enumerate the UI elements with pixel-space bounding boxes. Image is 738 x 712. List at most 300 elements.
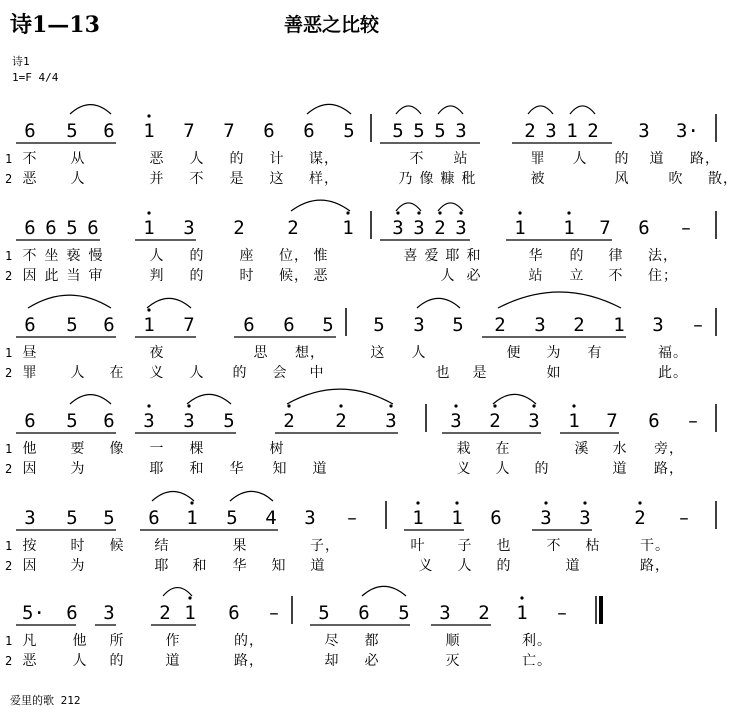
note: 2 xyxy=(283,410,295,432)
slur-arc xyxy=(438,203,463,211)
lyric-char: 样， xyxy=(309,171,339,187)
lyric-char: 不 xyxy=(546,538,562,554)
note: 5 xyxy=(223,410,235,432)
verse-number: 1 xyxy=(5,634,14,648)
lyric-char: 乃 xyxy=(398,171,414,187)
lyric-char: 义 xyxy=(149,365,165,381)
note: 5 xyxy=(322,314,334,336)
note: 3 xyxy=(304,507,316,529)
note: 5 xyxy=(66,120,78,142)
footer-source: 爱里的歌 212 xyxy=(10,694,81,707)
lyric-verse-2 xyxy=(0,460,724,478)
verse-number: 2 xyxy=(5,172,14,186)
lyric-char: 的 xyxy=(614,151,630,167)
note: 1 xyxy=(184,602,196,624)
octave-dot xyxy=(346,211,349,214)
note: 1 xyxy=(186,507,198,529)
lyric-char: 子， xyxy=(310,538,340,554)
note: 3 xyxy=(385,410,397,432)
lyric-verse-2 xyxy=(0,170,738,188)
lyric-verse-1 xyxy=(0,537,724,555)
verse-number: 2 xyxy=(5,269,14,283)
lyric-char: 因 xyxy=(22,268,38,284)
lyric-char: 路， xyxy=(640,558,670,574)
lyric-char: 判 xyxy=(149,268,165,284)
note: 3 xyxy=(579,507,591,529)
lyric-char: 慢 xyxy=(88,248,104,264)
lyric-char: 的 xyxy=(496,558,512,574)
lyric-char: 如 xyxy=(546,365,562,381)
note: 2 xyxy=(434,217,446,239)
lyric-char: 路， xyxy=(654,461,684,477)
lyric-char: 不 xyxy=(608,268,624,284)
note: 5 xyxy=(392,120,404,142)
lyric-char: 审 xyxy=(88,268,104,284)
octave-dot xyxy=(190,501,193,504)
lyric-char: 人 xyxy=(411,345,427,361)
note: 2 xyxy=(587,120,599,142)
note: 3 xyxy=(103,602,115,624)
lyric-char: 这 xyxy=(370,345,386,361)
octave-dot xyxy=(572,404,575,407)
lyric-char: 糠 xyxy=(440,171,456,187)
note: 6 xyxy=(87,217,99,239)
lyric-char: 却 xyxy=(324,653,340,669)
verse-number: 2 xyxy=(5,462,14,476)
note: 3 xyxy=(143,410,155,432)
note: 6 xyxy=(103,410,115,432)
lyric-char: 知 xyxy=(272,461,288,477)
lyric-char: 人 xyxy=(70,365,86,381)
lyric-char: 吹 xyxy=(668,171,684,187)
lyric-char: 的 xyxy=(189,268,205,284)
note: 7 xyxy=(223,120,235,142)
octave-dot xyxy=(544,501,547,504)
lyric-char: 想， xyxy=(295,345,325,361)
octave-dot xyxy=(417,211,420,214)
note: 3 xyxy=(455,120,467,142)
note: 6 xyxy=(148,507,160,529)
note: 1 xyxy=(143,120,155,142)
octave-dot xyxy=(188,596,191,599)
note: 3 xyxy=(392,217,404,239)
note: 6 xyxy=(243,314,255,336)
note: 2 xyxy=(335,410,347,432)
lyric-char: 像 xyxy=(419,171,435,187)
slur-arc xyxy=(152,492,194,502)
note: 5 xyxy=(66,507,78,529)
book-reference: 诗1 xyxy=(12,55,30,68)
octave-dot xyxy=(339,404,342,407)
lyric-char: 枯 xyxy=(585,538,601,554)
verse-number: 2 xyxy=(5,654,14,668)
octave-dot xyxy=(638,501,641,504)
note: 2 xyxy=(159,602,171,624)
note: 6 xyxy=(24,120,36,142)
slur-arc xyxy=(493,394,536,404)
lyric-char: 站 xyxy=(528,268,544,284)
note: 6 xyxy=(648,410,660,432)
lyric-char: 亵 xyxy=(66,248,82,264)
lyric-char: 的 xyxy=(534,461,550,477)
note: 6 xyxy=(358,602,370,624)
note: 6 xyxy=(263,120,275,142)
lyric-char: 站 xyxy=(453,151,469,167)
lyric-char: 干。 xyxy=(640,538,670,554)
note: 3 xyxy=(545,120,557,142)
lyric-verse-1 xyxy=(0,632,724,650)
slur-arc xyxy=(498,292,621,308)
lyric-char: 被 xyxy=(530,171,546,187)
lyric-char: 散， xyxy=(708,171,738,187)
note: 5 xyxy=(343,120,355,142)
lyric-char: 知 xyxy=(271,558,287,574)
lyric-char: 恶 xyxy=(313,268,329,284)
lyric-char: 此 xyxy=(44,268,60,284)
octave-dot xyxy=(147,211,150,214)
lyric-char: 位， xyxy=(279,248,309,264)
note: 6 xyxy=(66,602,78,624)
lyric-char: 昼 xyxy=(22,345,38,361)
note: 3 xyxy=(534,314,546,336)
lyric-char: 候， xyxy=(279,268,309,284)
note: 5 xyxy=(66,410,78,432)
slur-arc xyxy=(528,106,553,114)
sustain-dash: – xyxy=(681,217,691,239)
note: 1 xyxy=(143,217,155,239)
note: 2 xyxy=(233,217,245,239)
lyric-char: 风 xyxy=(614,171,630,187)
lyric-char: 因 xyxy=(22,461,38,477)
note: 3 xyxy=(528,410,540,432)
lyric-char: 结 xyxy=(154,538,170,554)
slur-arc xyxy=(417,298,460,308)
lyric-char: 路， xyxy=(690,151,720,167)
slur-arc xyxy=(70,395,111,404)
note: 7 xyxy=(599,217,611,239)
score-row xyxy=(0,100,738,192)
lyric-char: 住； xyxy=(648,268,678,284)
lyric-char: 的 xyxy=(109,653,125,669)
note: 6 xyxy=(24,217,36,239)
note: 1 xyxy=(143,314,155,336)
lyric-char: 作 xyxy=(165,633,181,649)
lyric-char: 爱 xyxy=(424,248,440,264)
note: 3 xyxy=(24,507,36,529)
lyric-char: 罪 xyxy=(22,365,38,381)
lyric-char: 这 xyxy=(269,171,285,187)
lyric-char: 栽 xyxy=(456,441,472,457)
score-row xyxy=(0,487,724,579)
note: 2 xyxy=(489,410,501,432)
slur-arc xyxy=(291,200,350,211)
slur-arc xyxy=(396,203,421,211)
slur-arc xyxy=(230,491,273,501)
lyric-char: 思 xyxy=(253,345,269,361)
lyric-char: 华 xyxy=(232,558,248,574)
score-row xyxy=(0,197,724,289)
lyric-char: 在 xyxy=(495,441,511,457)
lyric-char: 人 xyxy=(189,365,205,381)
lyric-char: 当 xyxy=(66,268,82,284)
lyric-char: 像 xyxy=(109,441,125,457)
score-row xyxy=(0,390,724,482)
lyric-char: 也 xyxy=(496,538,512,554)
lyric-verse-2 xyxy=(0,267,724,285)
lyric-char: 会 xyxy=(272,365,288,381)
note: 1 xyxy=(613,314,625,336)
note: 6 xyxy=(303,120,315,142)
octave-dot xyxy=(454,404,457,407)
note: 3 xyxy=(455,217,467,239)
lyric-char: 他 xyxy=(72,633,88,649)
lyric-char: 是 xyxy=(229,171,245,187)
lyric-char: 座 xyxy=(239,248,255,264)
lyric-char: 为 xyxy=(546,345,562,361)
slur-arc xyxy=(307,104,351,114)
note: 3 xyxy=(450,410,462,432)
slur-arc xyxy=(287,389,393,404)
octave-dot xyxy=(287,404,290,407)
lyric-char: 计 xyxy=(269,151,285,167)
lyric-char: 中 xyxy=(309,365,325,381)
note: 2 xyxy=(287,217,299,239)
lyric-char: 的 xyxy=(569,248,585,264)
lyric-char: 按 xyxy=(22,538,38,554)
lyric-char: 树 xyxy=(269,441,285,457)
note: 3 xyxy=(413,217,425,239)
lyric-char: 都 xyxy=(364,633,380,649)
note: 3 xyxy=(638,120,650,142)
lyric-char: 的 xyxy=(189,248,205,264)
octave-dot xyxy=(567,211,570,214)
lyric-char: 道 xyxy=(565,558,581,574)
slur-arc xyxy=(570,106,595,114)
note: 5 xyxy=(226,507,238,529)
note: 2 xyxy=(634,507,646,529)
note: 5 xyxy=(398,602,410,624)
octave-dot xyxy=(147,404,150,407)
lyric-char: 谋， xyxy=(309,151,339,167)
note: 6 xyxy=(490,507,502,529)
note: 5 xyxy=(103,507,115,529)
note: 7 xyxy=(183,120,195,142)
lyric-char: 耶 xyxy=(149,461,165,477)
verse-number: 1 xyxy=(5,152,14,166)
lyric-char: 并 xyxy=(149,171,165,187)
note: 3 xyxy=(540,507,552,529)
lyric-char: 有 xyxy=(587,345,603,361)
slur-arc xyxy=(163,588,192,596)
lyric-char: 法， xyxy=(648,248,678,264)
lyric-char: 也 xyxy=(435,365,451,381)
sustain-dash: – xyxy=(693,314,703,336)
note: 6 xyxy=(228,602,240,624)
note: 2 xyxy=(524,120,536,142)
note: 6 xyxy=(103,314,115,336)
note: 5 xyxy=(434,120,446,142)
lyric-char: 所 xyxy=(109,633,125,649)
note: 1 xyxy=(516,602,528,624)
verse-number: 1 xyxy=(5,539,14,553)
lyric-char: 必 xyxy=(466,268,482,284)
key-signature: 1=F 4/4 xyxy=(12,71,59,84)
verse-number: 1 xyxy=(5,249,14,263)
note: 6 xyxy=(283,314,295,336)
lyric-char: 和 xyxy=(189,461,205,477)
lyric-char: 为 xyxy=(70,558,86,574)
lyric-char: 义 xyxy=(456,461,472,477)
lyric-verse-1 xyxy=(0,440,724,458)
sustain-dash: – xyxy=(557,602,567,624)
note: 5· xyxy=(22,602,45,624)
lyric-char: 候 xyxy=(109,538,125,554)
lyric-char: 夜 xyxy=(149,345,165,361)
note: 2 xyxy=(573,314,585,336)
lyric-char: 道 xyxy=(165,653,181,669)
lyric-char: 果 xyxy=(232,538,248,554)
slur-arc xyxy=(396,106,421,114)
lyric-char: 是 xyxy=(472,365,488,381)
lyric-char: 人 xyxy=(495,461,511,477)
lyric-verse-2 xyxy=(0,364,724,382)
lyric-verse-2 xyxy=(0,652,724,670)
lyric-char: 一 xyxy=(149,441,165,457)
lyric-char: 尽 xyxy=(324,633,340,649)
lyric-char: 水 xyxy=(612,441,628,457)
lyric-char: 从 xyxy=(70,151,86,167)
lyric-char: 恶 xyxy=(22,171,38,187)
note: 1 xyxy=(563,217,575,239)
slur-arc xyxy=(147,298,191,308)
note: 3 xyxy=(183,410,195,432)
note: 5 xyxy=(452,314,464,336)
lyric-char: 人 xyxy=(70,171,86,187)
note: 1 xyxy=(451,507,463,529)
lyric-char: 秕 xyxy=(461,171,477,187)
lyric-char: 凡 xyxy=(22,633,38,649)
lyric-verse-1 xyxy=(0,344,724,362)
octave-dot xyxy=(455,501,458,504)
note: 7 xyxy=(606,410,618,432)
lyric-char: 必 xyxy=(364,653,380,669)
note: 3 xyxy=(439,602,451,624)
lyric-char: 恶 xyxy=(149,151,165,167)
octave-dot xyxy=(396,211,399,214)
slur-arc xyxy=(362,586,406,596)
lyric-char: 叶 xyxy=(410,538,426,554)
octave-dot xyxy=(389,404,392,407)
verse-number: 1 xyxy=(5,442,14,456)
note: 5 xyxy=(318,602,330,624)
octave-dot xyxy=(459,211,462,214)
note: 3 xyxy=(413,314,425,336)
note: 2 xyxy=(478,602,490,624)
lyric-char: 的， xyxy=(234,633,264,649)
note: 3· xyxy=(676,120,699,142)
note: 5 xyxy=(66,314,78,336)
lyric-char: 路， xyxy=(234,653,264,669)
octave-dot xyxy=(532,404,535,407)
slur-arc xyxy=(438,106,463,114)
octave-dot xyxy=(147,114,150,117)
lyric-char: 恶 xyxy=(22,653,38,669)
lyric-char: 耶 xyxy=(154,558,170,574)
verse-number: 2 xyxy=(5,366,14,380)
lyric-char: 律 xyxy=(608,248,624,264)
note: 1 xyxy=(566,120,578,142)
lyric-char: 此。 xyxy=(658,365,688,381)
lyric-char: 子 xyxy=(457,538,473,554)
score-row xyxy=(0,294,724,386)
lyric-char: 要 xyxy=(70,441,86,457)
slur-arc xyxy=(70,105,111,114)
lyric-char: 人 xyxy=(189,151,205,167)
lyric-char: 华 xyxy=(528,248,544,264)
note: 6 xyxy=(103,120,115,142)
lyric-char: 利。 xyxy=(522,633,552,649)
octave-dot xyxy=(493,404,496,407)
lyric-char: 溪 xyxy=(574,441,590,457)
lyric-char: 人 xyxy=(440,268,456,284)
lyric-char: 时 xyxy=(70,538,86,554)
note: 3 xyxy=(183,217,195,239)
lyric-char: 不 xyxy=(409,151,425,167)
note: 5 xyxy=(413,120,425,142)
note: 6 xyxy=(638,217,650,239)
lyric-char: 华 xyxy=(229,461,245,477)
octave-dot xyxy=(438,211,441,214)
octave-dot xyxy=(147,308,150,311)
note: 3 xyxy=(652,314,664,336)
lyric-verse-1 xyxy=(0,150,724,168)
lyric-char: 不 xyxy=(22,248,38,264)
note: 1 xyxy=(568,410,580,432)
note: 1 xyxy=(342,217,354,239)
lyric-char: 他 xyxy=(22,441,38,457)
lyric-char: 福。 xyxy=(658,345,688,361)
note: 5 xyxy=(373,314,385,336)
lyric-char: 不 xyxy=(22,151,38,167)
note: 6 xyxy=(24,410,36,432)
note: 6 xyxy=(45,217,57,239)
lyric-char: 不 xyxy=(189,171,205,187)
slur-arc xyxy=(187,394,231,404)
lyric-char: 便 xyxy=(506,345,522,361)
lyric-char: 罪 xyxy=(530,151,546,167)
lyric-char: 人 xyxy=(72,653,88,669)
lyric-char: 人 xyxy=(457,558,473,574)
lyric-char: 棵 xyxy=(189,441,205,457)
note: 5 xyxy=(66,217,78,239)
note: 1 xyxy=(412,507,424,529)
lyric-char: 惟 xyxy=(313,248,329,264)
lyric-char: 道 xyxy=(312,461,328,477)
lyric-char: 义 xyxy=(418,558,434,574)
lyric-char: 亡。 xyxy=(522,653,552,669)
score-row xyxy=(0,582,724,674)
note: 4 xyxy=(265,507,277,529)
lyric-char: 因 xyxy=(22,558,38,574)
sustain-dash: – xyxy=(269,602,279,624)
lyric-char: 道 xyxy=(612,461,628,477)
lyric-char: 为 xyxy=(70,461,86,477)
lyric-char: 的 xyxy=(229,151,245,167)
hymn-number: 诗1—13 xyxy=(10,12,100,38)
song-title: 善恶之比较 xyxy=(284,14,380,36)
lyric-char: 的 xyxy=(232,365,248,381)
lyric-char: 道 xyxy=(310,558,326,574)
